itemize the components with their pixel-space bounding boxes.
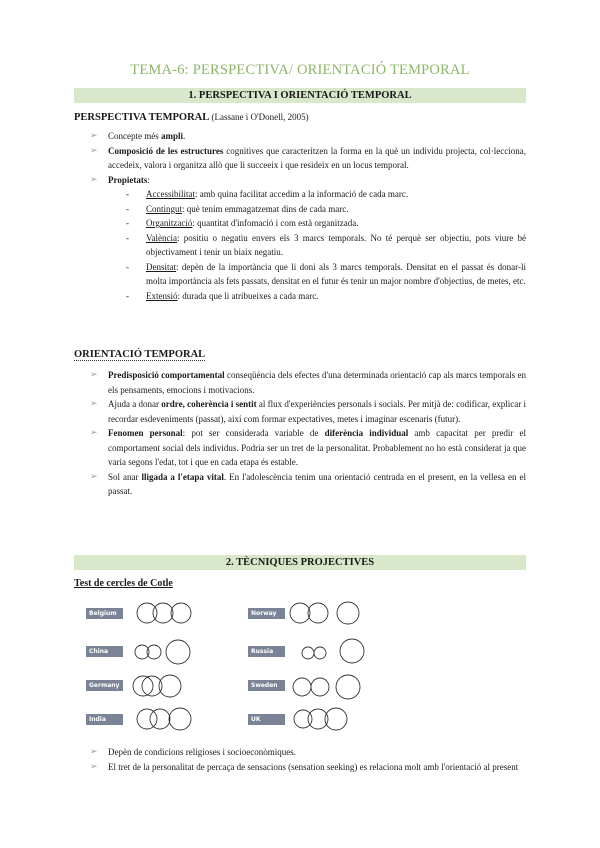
bullet-arrow-icon: ➢: [90, 761, 98, 772]
future-circle: [169, 708, 191, 730]
perspectiva-citation: (Lassane i O'Donell, 2005): [209, 112, 309, 122]
item-bold: ampli: [161, 131, 184, 141]
circle-set-belgium: [137, 603, 191, 623]
term: València: [146, 232, 177, 243]
present-circle: [311, 678, 329, 696]
term-desc: : amb quina facilitat accedim a la informació de cada marc.: [195, 189, 409, 199]
item-text: al flux d'experiències personals i socials. Per mitjà de: codificar, explicar i recordar esdeveniments (passat), així com formar expectatives, metes i imaginar escenaris (futur).: [108, 399, 526, 424]
circle-set-india: [137, 708, 191, 730]
item-text: Sol anar: [108, 471, 142, 482]
cottle-test-title: Test de cercles de Cotle: [74, 578, 173, 589]
present-circle: [150, 709, 170, 729]
future-circle: [337, 602, 359, 624]
term: Densitat: [146, 261, 176, 272]
dash-icon: -: [126, 290, 129, 301]
item-text: El tret de la personalitat de percaça de sensacions (sensation seeking) es relaciona molt amb l'orientació al present: [108, 761, 519, 772]
bullet-arrow-icon: ➢: [90, 399, 98, 409]
past-circle: [302, 647, 314, 659]
bullet-arrow-icon: ➢: [90, 747, 98, 757]
past-circle: [137, 709, 157, 729]
country-label-china: China: [86, 646, 123, 657]
item-bold: Composició de les estructures: [108, 145, 224, 156]
bullet-arrow-icon: ➢: [90, 131, 98, 141]
term-desc: : depèn de la importància que li doni als 3 marcs temporals. Densitat en el passat és donar-li molta importància als fets passats, densitat en el futur és tenir un major nombre d'objectius, de metes, etc.: [146, 261, 526, 286]
item-text: amb capacitat per predir el comportament social dels individus. Podria ser un tret de la personalitat. Probablement no ho està considerat ja que varia segons l'edat, tot i que en cada etapa és estable.: [108, 428, 527, 467]
orientacio-heading-text: ORIENTACIÓ TEMPORAL: [74, 349, 206, 360]
term: Accessibilitat: [146, 189, 195, 199]
present-circle: [153, 603, 173, 623]
perspectiva-heading-text: PERSPECTIVA TEMPORAL: [74, 112, 210, 123]
dash-icon: -: [126, 232, 129, 243]
document-title: TEMA-6: PERSPECTIVA/ ORIENTACIÓ TEMPORAL: [130, 62, 470, 78]
item-bold: lligada a l'etapa vital: [141, 471, 224, 482]
circle-set-norway: [290, 602, 359, 624]
country-label-india: India: [86, 714, 123, 725]
past-circle: [290, 603, 310, 623]
country-label-russia: Russia: [248, 646, 285, 657]
dash-icon: -: [126, 203, 129, 214]
term: Organització: [146, 218, 193, 228]
term: Contingut: [146, 203, 183, 214]
item-text: conseqüència dels efectes d'una determinada orientació cap als marcs temporals en els pensaments, emocions i motivacions.: [108, 370, 526, 395]
past-circle: [293, 678, 311, 696]
future-circle: [336, 675, 360, 699]
section-2-heading: 2. TÈCNIQUES PROJECTIVES: [74, 555, 526, 570]
future-circle: [166, 640, 190, 664]
present-circle: [314, 647, 326, 659]
country-label-uk: UK: [248, 714, 285, 725]
bullet-arrow-icon: ➢: [90, 428, 98, 438]
bullet-arrow-icon: ➢: [90, 174, 98, 185]
term-desc: : positiu o negatiu envers els 3 marcs temporals. No té perquè ser objectiu, pots viure bé objectivament i tenir un biaix negatiu.: [146, 232, 526, 257]
present-circle: [308, 603, 328, 623]
term-desc: : què tenim emmagatzemat dins de cada marc.: [182, 203, 349, 214]
past-circle: [137, 603, 157, 623]
bullet-arrow-icon: ➢: [90, 370, 98, 380]
future-circle: [171, 603, 191, 623]
past-circle: [133, 676, 153, 696]
country-label-norway: Norway: [248, 608, 285, 619]
list-item: [90, 760, 526, 775]
country-label-germany: Germany: [86, 680, 123, 691]
item-bold: Propietats: [108, 174, 148, 185]
term-desc: : quantitat d'infomació i com està organitzada.: [192, 218, 359, 228]
bullet-arrow-icon: ➢: [90, 471, 98, 482]
item-text: : pot ser considerada variable de: [182, 428, 325, 438]
future-circle: [340, 639, 364, 663]
dash-icon: -: [126, 218, 129, 228]
item-bold: diferència individual: [324, 428, 409, 438]
item-bold: ordre, coherència i sentit: [161, 399, 257, 409]
item-text: . En l'adolescència tenim una orientació centrada en el present, en la vellesa en el passat.: [108, 471, 526, 496]
item-text: :: [147, 174, 150, 185]
item-bold: Fenomen personal: [108, 428, 183, 438]
item-text: .: [183, 131, 186, 141]
country-label-sweden: Sweden: [248, 680, 285, 691]
past-circle: [294, 710, 312, 728]
term-desc: : durada que li atribueixes a cada marc.: [177, 290, 319, 301]
item-bold: Predisposició comportamental: [108, 370, 225, 380]
dash-icon: -: [126, 189, 129, 199]
country-label-belgium: Belgium: [86, 608, 123, 619]
circle-set-russia: [302, 639, 364, 663]
item-text: Ajuda a donar: [108, 399, 162, 409]
tecniques-list: [90, 745, 526, 774]
item-text: Depèn de condicions religioses i socioeconòmiques.: [108, 747, 296, 757]
list-item: [90, 745, 526, 760]
circle-set-germany: [133, 675, 181, 697]
circle-set-uk: [294, 708, 347, 730]
section-1-heading: 1. PERSPECTIVA I ORIENTACIÓ TEMPORAL: [74, 88, 526, 103]
term: Extensió: [146, 290, 178, 301]
circle-set-sweden: [293, 675, 360, 699]
circle-set-china: [135, 640, 190, 664]
bullet-arrow-icon: ➢: [90, 145, 98, 156]
item-text: cognitives que caracteritzen la forma en la què un individu projecta, col·lecciona, accedeix, valora i organitza allò que li succeeix i que resideix en un locus temporal.: [108, 145, 526, 170]
dash-icon: -: [126, 261, 129, 272]
item-text: Concepte més: [108, 131, 161, 141]
